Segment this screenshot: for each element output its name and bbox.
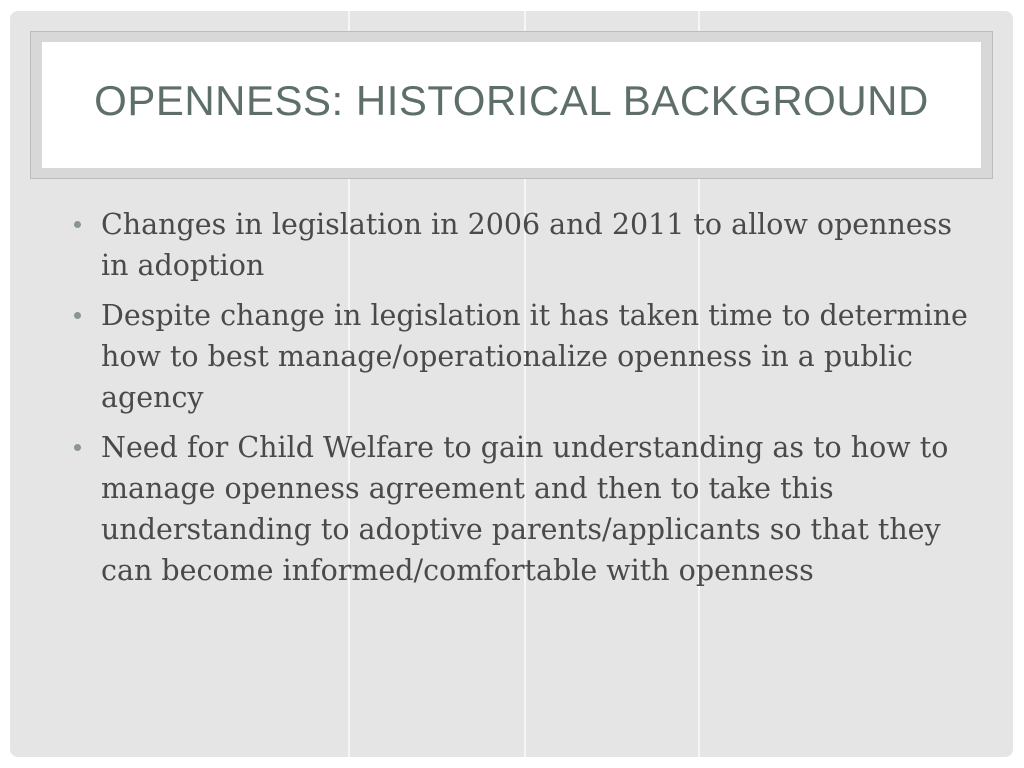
bullet-item xyxy=(70,204,970,286)
bullet-item xyxy=(70,295,970,418)
bullet-item xyxy=(70,427,970,591)
bullet-icon xyxy=(74,312,81,319)
bullet-icon xyxy=(74,444,81,451)
slide-title: OPENNESS: HISTORICAL BACKGROUND xyxy=(94,77,929,124)
slide xyxy=(10,11,1013,757)
bullet-icon xyxy=(74,221,81,228)
bullet-text: Despite change in legislation it has taken time to determine how to best manage/operationalize openness in a public agency xyxy=(101,299,968,414)
title-box xyxy=(42,42,981,168)
bullet-text: Changes in legislation in 2006 and 2011 to allow openness in adoption xyxy=(101,208,953,282)
bullet-list xyxy=(70,204,970,600)
bullet-text: Need for Child Welfare to gain understanding as to how to manage openness agreement and then to take this understanding to adoptive parents/applicants so that they can become informed/comfortable with openness xyxy=(101,431,949,587)
